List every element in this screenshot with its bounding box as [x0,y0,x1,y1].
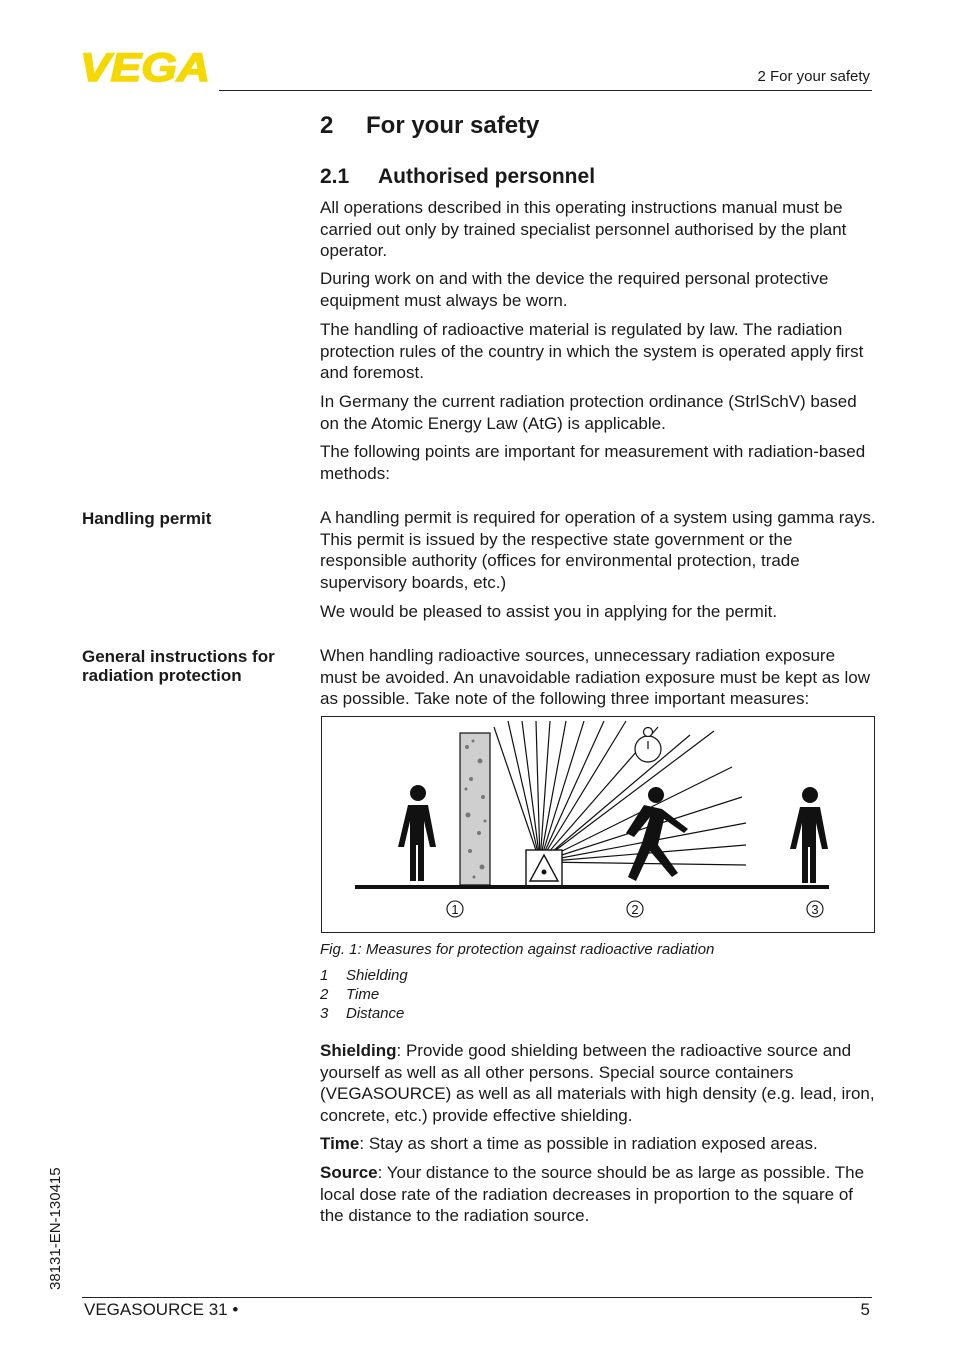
figure-caption: Fig. 1: Measures for protection against radioactive radiation [320,941,715,958]
shielding-wall [460,733,490,885]
section-heading [320,165,595,189]
stopwatch-icon [635,728,661,763]
radiation-rays [494,721,746,865]
side-label-general-instructions: General instructions for radiation protection [82,647,275,685]
person-running-icon [626,787,688,881]
intro-paragraph-1: All operations described in this operating instructions manual must be carried out only by trained specialist personnel authorised by the plant operator. [320,198,847,261]
measure-text: : Your distance to the source should be as large as possible. The local dose rate of the radiation decreases in proportion to the square of the distance to the radiation source. [320,1163,865,1226]
vega-logo [80,50,212,84]
radiation-protection-illustration [322,717,874,932]
measure-text: : Provide good shielding between the radioactive source and yourself as well as all other persons. Special source containers (VEGASOURCE) as well as all materials with high density (e.g. lead, iron, concrete, etc.) provide effective shielding. [320,1041,875,1126]
chapter-heading [320,112,539,140]
section-title: Authorised personnel [378,165,596,188]
legend-label: Time [346,986,380,1003]
footer-product-name: VEGASOURCE 31 • [84,1300,239,1319]
legend-item-time [320,986,379,1003]
side-label-handling-permit: Handling permit [82,509,212,528]
measure-term: Time [320,1134,360,1153]
legend-item-distance [320,1005,404,1022]
vega-logo-text: VEGA [80,50,210,84]
general-instructions-paragraph: When handling radioactive sources, unnecessary radiation exposure must be avoided. An unavoidable radiation exposure must be kept as low as possible. Take note of the following three important measures: [320,646,871,709]
legend-number: 1 [320,967,329,984]
measure-shielding [320,1040,876,1127]
measure-term: Source [320,1163,378,1182]
legend-label: Shielding [346,967,408,984]
marker-3: 3 [811,902,819,917]
legend-label: Distance [346,1005,405,1022]
document-number: 38131-EN-130415 [47,1167,64,1290]
legend-number: 3 [320,1005,329,1022]
measure-text: : Stay as short a time as possible in radiation exposed areas. [359,1134,818,1153]
marker-1: 1 [451,902,459,917]
chapter-number: 2 [320,112,334,139]
header-divider [219,90,872,91]
measure-time [320,1133,876,1155]
intro-paragraph-2: During work on and with the device the required personal protective equipment must always be worn. [320,269,829,310]
section-number: 2.1 [320,165,350,188]
legend-number: 2 [320,986,329,1003]
intro-paragraph-4: In Germany the current radiation protection ordinance (StrlSchV) based on the Atomic Energy Law (AtG) is applicable. [320,392,857,433]
radiation-protection-figure [321,716,875,933]
page-number: 5 [860,1300,870,1319]
person-shielding-icon [398,785,436,881]
intro-paragraph-3: The handling of radioactive material is regulated by law. The radiation protection rules of the country in which the system is operated apply first and foremost. [320,320,864,383]
measure-term: Shielding [320,1041,397,1060]
measure-source [320,1162,876,1227]
header-section-title: 2 For your safety [757,68,870,85]
chapter-title: For your safety [366,112,540,139]
marker-2: 2 [631,902,639,917]
person-distance-icon [790,787,828,883]
handling-permit-paragraph-2: We would be pleased to assist you in applying for the permit. [320,602,778,621]
trefoil-center-icon [542,870,547,875]
legend-item-shielding [320,967,408,984]
handling-permit-paragraph-1: A handling permit is required for operation of a system using gamma rays. This permit is issued by the respective state government or the responsible authority (offices for environmental protection, trade supervisory boards, etc.) [320,508,876,593]
intro-paragraph-5: The following points are important for measurement with radiation-based methods: [320,442,866,483]
footer-divider [82,1297,872,1298]
